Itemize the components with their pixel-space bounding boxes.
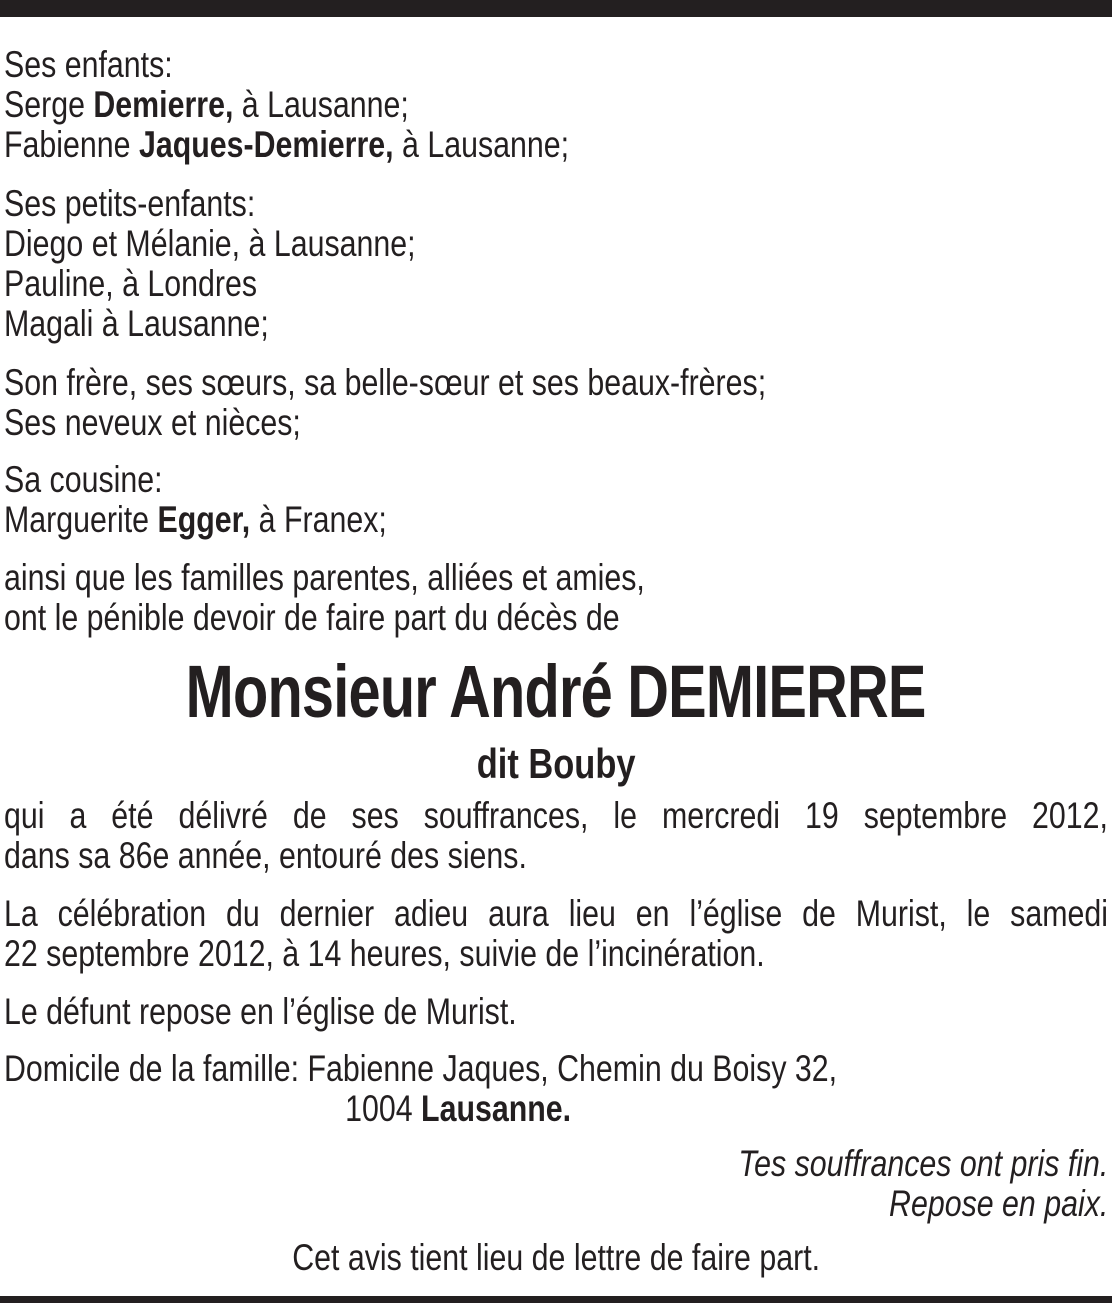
death-paragraph [4, 796, 1108, 876]
grandchildren-label: Ses petits-enfants: [4, 183, 256, 224]
notice-content [4, 17, 1108, 1278]
cousin-first-name: Marguerite [4, 499, 158, 540]
children-section [4, 45, 1108, 165]
death-line-2: dans sa 86e année, entouré des siens. [4, 835, 527, 876]
nephews-line: Ses neveux et nièces; [4, 402, 301, 443]
intro-line: ainsi que les familles parentes, alliées et amies, [4, 557, 645, 598]
postal-code: 1004 [345, 1088, 422, 1129]
child-first-name: Serge [4, 84, 94, 125]
repose-line: Le défunt repose en l’église de Murist. [4, 991, 517, 1032]
cousin-family-name: Egger, [157, 499, 251, 540]
address-line-2 [4, 1089, 909, 1129]
cousin-section [4, 460, 1108, 540]
ceremony-line-2: 22 septembre 2012, à 14 heures, suivie de l’incinération. [4, 933, 765, 974]
top-rule [0, 0, 1112, 17]
child-residence: à Lausanne; [233, 84, 409, 125]
child-family-name: Demierre, [93, 84, 234, 125]
child-residence: à Lausanne; [393, 124, 570, 165]
children-label: Ses enfants: [4, 44, 173, 85]
intro-section [4, 558, 1108, 638]
cousin-label: Sa cousine: [4, 459, 163, 500]
child-line [4, 125, 909, 165]
cousin-line [4, 500, 909, 540]
deceased-nickname: dit Bouby [476, 740, 636, 787]
grandchild-line: Pauline, à Londres [4, 263, 258, 304]
cousin-residence: à Franex; [250, 499, 387, 540]
deceased-name: Monsieur André DEMIERRE [186, 650, 926, 733]
epitaph-paragraph [4, 1144, 1108, 1224]
bottom-rule [0, 1296, 1112, 1303]
grandchild-line: Magali à Lausanne; [4, 303, 269, 344]
child-first-name: Fabienne [4, 124, 139, 165]
ceremony-paragraph [4, 894, 1108, 974]
child-family-name: Jaques-Demierre, [138, 124, 394, 165]
grandchildren-section [4, 184, 1108, 344]
grandchild-line: Diego et Mélanie, à Lausanne; [4, 223, 416, 264]
address-paragraph [4, 1049, 1108, 1129]
siblings-line: Son frère, ses sœurs, sa belle-sœur et ses beaux-frères; [4, 362, 767, 403]
child-line [4, 85, 909, 125]
repose-paragraph [4, 992, 1108, 1032]
address-line-1: Domicile de la famille: Fabienne Jaques, Chemin du Boisy 32, [4, 1048, 838, 1089]
siblings-section [4, 363, 1108, 443]
closing-paragraph [4, 1238, 1108, 1278]
epitaph-line-2: Repose en paix. [888, 1183, 1108, 1224]
city-name: Lausanne. [421, 1088, 572, 1129]
closing-line: Cet avis tient lieu de lettre de faire part. [292, 1237, 820, 1278]
intro-line: ont le pénible devoir de faire part du décès de [4, 597, 620, 638]
ceremony-line-1: La célébration du dernier adieu aura lieu en l’église de Murist, le samedi [4, 893, 1108, 934]
death-line-1: qui a été délivré de ses souffrances, le mercredi 19 septembre 2012, [4, 795, 1108, 836]
epitaph-line-1: Tes souffrances ont pris fin. [738, 1143, 1108, 1184]
